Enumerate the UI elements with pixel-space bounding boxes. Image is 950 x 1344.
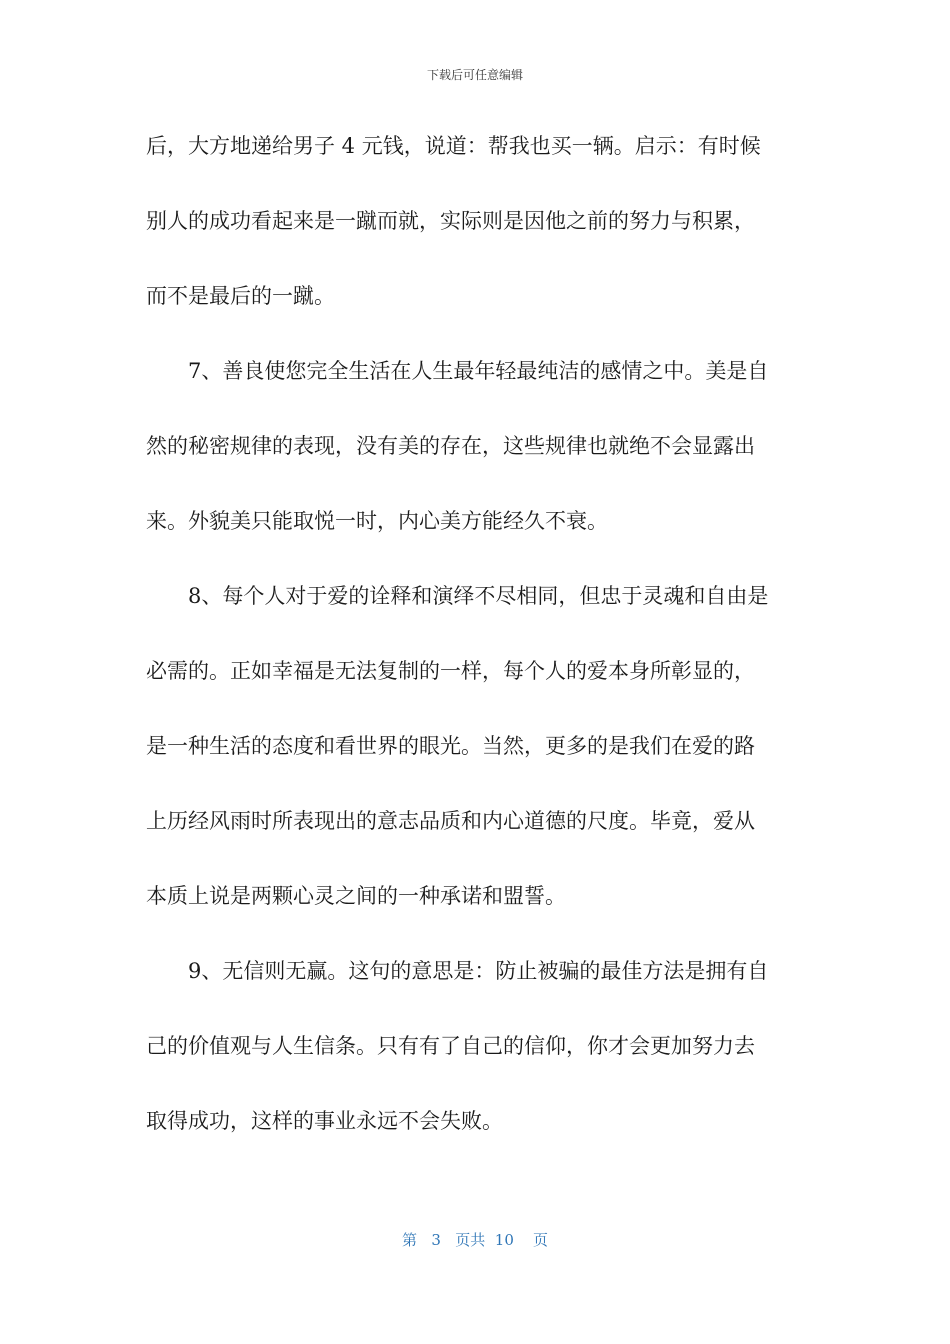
- text-line: 本质上说是两颗心灵之间的一种承诺和盟誓。: [146, 884, 566, 908]
- text-line: 然的秘密规律的表现，没有美的存在，这些规律也就绝不会显露出: [146, 434, 755, 458]
- text-line: 己的价值观与人生信条。只有有了自己的信仰，你才会更加努力去: [146, 1034, 755, 1058]
- text-line: 必需的。正如幸福是无法复制的一样，每个人的爱本身所彰显的，: [146, 659, 755, 683]
- page-header: 下载后可任意编辑: [426, 68, 523, 82]
- text-line: 上历经风雨时所表现出的意志品质和内心道德的尺度。毕竟，爱从: [146, 809, 755, 833]
- text-line: 而不是最后的一蹴。: [146, 284, 335, 308]
- text-line: 别人的成功看起来是一蹴而就，实际则是因他之前的努力与积累，: [146, 209, 755, 233]
- text-line: 是一种生活的态度和看世界的眼光。当然，更多的是我们在爱的路: [146, 734, 755, 758]
- footer-middle: 页共: [455, 1231, 486, 1249]
- text-line: 后，大方地递给男子 4 元钱，说道：帮我也买一辆。启示：有时候: [146, 134, 761, 158]
- text-line: 7、善良使您完全生活在人生最年轻最纯洁的感情之中。美是自: [146, 359, 769, 383]
- footer-suffix: 页: [532, 1231, 548, 1249]
- text-line: 9、无信则无赢。这句的意思是：防止被骗的最佳方法是拥有自: [146, 959, 769, 983]
- text-line: 8、每个人对于爱的诠释和演绎不尽相同，但忠于灵魂和自由是: [146, 584, 769, 608]
- page-footer: [0, 1231, 950, 1249]
- total-pages-number: 10: [494, 1231, 514, 1249]
- text-line: 取得成功，这样的事业永远不会失败。: [146, 1109, 503, 1133]
- footer-prefix: 第: [402, 1231, 418, 1249]
- body-text: [146, 126, 806, 1176]
- text-line: 来。外貌美只能取悦一时，内心美方能经久不衰。: [146, 509, 608, 533]
- current-page-number: 3: [431, 1231, 441, 1249]
